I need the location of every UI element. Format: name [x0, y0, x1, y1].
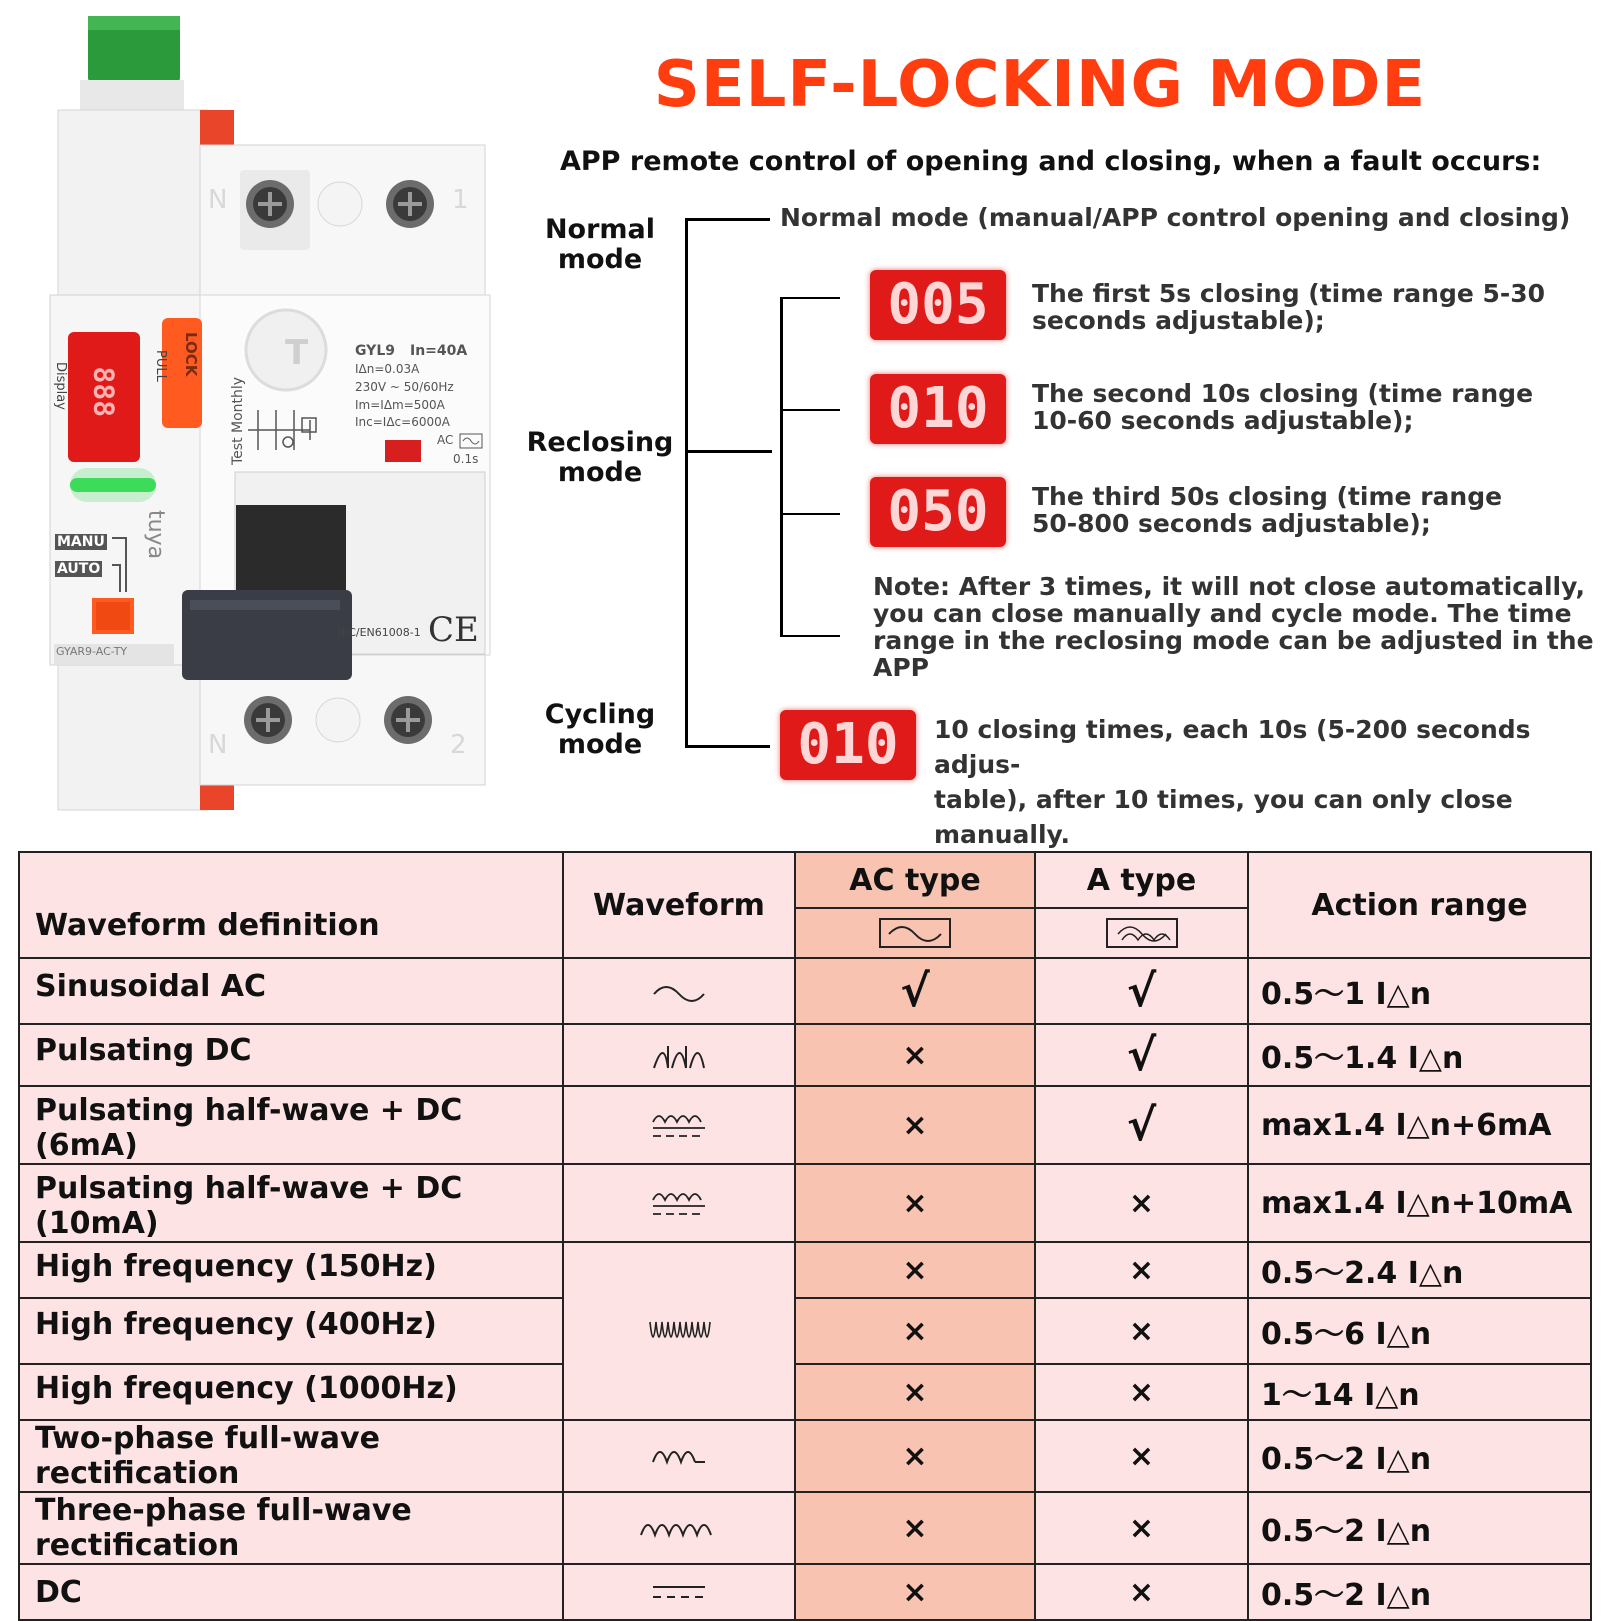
reclosing-bracket-line	[780, 297, 783, 637]
reclosing-mode-label: Reclosing mode	[526, 427, 674, 488]
device-rating-in: In=40A	[410, 343, 468, 359]
device-trip-time: 0.1s	[453, 452, 479, 466]
header-ac-type: AC type	[795, 852, 1035, 908]
reclosing-note: Note: After 3 times, it will not close automatically, you can close manually and cycle mode. The time range in the reclosing mode can be adjusted in the APP	[873, 572, 1594, 682]
terminal-label-bottom-right: 2	[450, 730, 467, 760]
row-definition: High frequency (1000Hz)	[19, 1364, 563, 1420]
a-type-mark: ×	[1035, 1364, 1248, 1420]
device-ac-label: AC	[437, 433, 454, 447]
row-definition: High frequency (400Hz)	[19, 1298, 563, 1364]
reclosing-display-1: 005	[870, 270, 1006, 340]
ce-mark: CE	[428, 610, 479, 650]
lock-label[interactable]: LOCK	[182, 332, 200, 377]
action-range: 0.5～1.4 I△n	[1248, 1024, 1591, 1086]
display-label: Display	[53, 362, 68, 410]
device-display-digits: 888	[87, 366, 121, 418]
table-row	[19, 1242, 1591, 1298]
a-type-mark: ×	[1035, 1492, 1248, 1564]
tuya-brand: tuya	[143, 510, 168, 560]
waveform-cell	[563, 1242, 795, 1420]
reclosing-sub-line-note	[780, 635, 840, 637]
device-voltage: 230V ~ 50/60Hz	[355, 380, 454, 394]
waveform-cell	[563, 1024, 795, 1086]
device-model: GYL9	[355, 343, 395, 359]
waveform-cell	[563, 1164, 795, 1242]
terminal-label-top-left: N	[208, 185, 228, 215]
ac-type-mark: ×	[795, 1420, 1035, 1492]
a-type-mark: ×	[1035, 1242, 1248, 1298]
auto-label: AUTO	[57, 561, 101, 577]
table-row	[19, 958, 1591, 1024]
normal-mode-description: Normal mode (manual/APP control opening and closing)	[780, 203, 1571, 232]
reclosing-display-2: 010	[870, 374, 1006, 444]
half-wave-dc-icon	[649, 1108, 709, 1142]
action-range: max1.4 I△n+10mA	[1248, 1164, 1591, 1242]
reclosing-item-1: The first 5s closing (time range 5-30 seconds adjustable);	[1032, 279, 1546, 335]
normal-mode-label: Normal mode	[544, 214, 656, 275]
row-definition: High frequency (150Hz)	[19, 1242, 563, 1298]
cycling-branch-line	[685, 745, 770, 748]
action-range: 0.5～6 I△n	[1248, 1298, 1591, 1364]
row-definition: Pulsating DC	[19, 1024, 563, 1086]
terminal-label-bottom-left: N	[208, 730, 228, 760]
device-im: Im=IΔm=500A	[355, 398, 445, 412]
cycling-mode-label: Cycling mode	[544, 699, 656, 760]
a-type-mark: ×	[1035, 1564, 1248, 1620]
a-type-mark: √	[1035, 1086, 1248, 1164]
action-range: 0.5～2.4 I△n	[1248, 1242, 1591, 1298]
manu-label: MANU	[57, 534, 105, 550]
ac-type-mark: ×	[795, 1298, 1035, 1364]
ac-type-mark: √	[795, 958, 1035, 1024]
two-phase-rectified-icon	[649, 1444, 709, 1468]
table-row	[19, 1298, 1591, 1364]
table-row	[19, 1364, 1591, 1420]
ac-type-mark: ×	[795, 1564, 1035, 1620]
table-row	[19, 1086, 1591, 1164]
three-phase-rectified-icon	[637, 1515, 721, 1541]
reclosing-sub-line-3	[780, 513, 840, 515]
page-title: SELF-LOCKING MODE	[653, 48, 1427, 122]
cycling-display: 010	[780, 710, 916, 780]
row-definition: Two-phase full-wave rectification	[19, 1420, 563, 1492]
ac-sine-icon	[879, 918, 951, 948]
logo-letter: T	[285, 333, 309, 373]
part-number: GYAR9-AC-TY	[56, 645, 128, 658]
a-type-pulse-icon	[1106, 918, 1178, 948]
header-waveform: Waveform	[563, 852, 795, 958]
waveform-table	[18, 851, 1590, 1613]
reclosing-item-2: The second 10s closing (time range 10-60 seconds adjustable);	[1032, 379, 1534, 435]
half-wave-dc-icon	[649, 1186, 709, 1220]
ac-type-mark: ×	[795, 1024, 1035, 1086]
action-range: 0.5～2 I△n	[1248, 1564, 1591, 1620]
waveform-cell	[563, 958, 795, 1024]
dc-icon	[649, 1582, 709, 1602]
sine-wave-icon	[649, 976, 709, 1006]
ac-type-mark: ×	[795, 1164, 1035, 1242]
table-row	[19, 1164, 1591, 1242]
header-a-type: A type	[1035, 852, 1248, 908]
row-definition: Pulsating half-wave + DC (10mA)	[19, 1164, 563, 1242]
main-bracket-line	[685, 218, 688, 748]
pulsating-dc-icon	[649, 1038, 709, 1072]
test-monthly-label: Test Monthly	[230, 376, 246, 465]
a-type-symbol	[1035, 908, 1248, 958]
reclosing-item-3: The third 50s closing (time range 50-800 seconds adjustable);	[1032, 482, 1503, 538]
waveform-cell	[563, 1492, 795, 1564]
action-range: 0.5～2 I△n	[1248, 1492, 1591, 1564]
action-range: 1～14 I△n	[1248, 1364, 1591, 1420]
normal-branch-line	[685, 218, 770, 221]
a-type-mark: ×	[1035, 1298, 1248, 1364]
standard-label: IEC/EN61008-1	[338, 626, 421, 639]
header-action-range: Action range	[1248, 852, 1591, 958]
waveform-cell	[563, 1086, 795, 1164]
reclosing-sub-line-2	[780, 409, 840, 411]
a-type-mark: ×	[1035, 1164, 1248, 1242]
cycling-description: 10 closing times, each 10s (5-200 seconds adjus- table), after 10 times, you can only close manually.	[934, 715, 1531, 849]
a-type-mark: ×	[1035, 1420, 1248, 1492]
device-inc: Inc=IΔc=6000A	[355, 415, 450, 429]
pull-label: PULL	[153, 350, 168, 382]
reclosing-sub-line-1	[780, 297, 840, 299]
table-row	[19, 1420, 1591, 1492]
page-subtitle: APP remote control of opening and closing, when a fault occurs:	[560, 146, 1542, 177]
reclosing-branch-line	[685, 450, 772, 453]
a-type-mark: √	[1035, 1024, 1248, 1086]
ac-type-mark: ×	[795, 1364, 1035, 1420]
table-row	[19, 1024, 1591, 1086]
waveform-cell	[563, 1420, 795, 1492]
ac-type-mark: ×	[795, 1086, 1035, 1164]
high-frequency-icon	[646, 1314, 712, 1348]
header-definition: Waveform definition	[19, 852, 563, 958]
action-range: 0.5～2 I△n	[1248, 1420, 1591, 1492]
reclosing-display-3: 050	[870, 477, 1006, 547]
row-definition: Three-phase full-wave rectification	[19, 1492, 563, 1564]
a-type-mark: √	[1035, 958, 1248, 1024]
ac-type-mark: ×	[795, 1242, 1035, 1298]
table-row	[19, 1564, 1591, 1620]
row-definition: Pulsating half-wave + DC (6mA)	[19, 1086, 563, 1164]
row-definition: DC	[19, 1564, 563, 1620]
row-definition: Sinusoidal AC	[19, 958, 563, 1024]
device-rating-idn: IΔn=0.03A	[355, 362, 420, 376]
ac-type-symbol	[795, 908, 1035, 958]
table-row	[19, 1492, 1591, 1564]
breaker-device	[40, 10, 510, 825]
ac-type-mark: ×	[795, 1492, 1035, 1564]
waveform-cell	[563, 1564, 795, 1620]
action-range: max1.4 I△n+6mA	[1248, 1086, 1591, 1164]
terminal-label-top-right: 1	[452, 185, 469, 215]
action-range: 0.5～1 I△n	[1248, 958, 1591, 1024]
